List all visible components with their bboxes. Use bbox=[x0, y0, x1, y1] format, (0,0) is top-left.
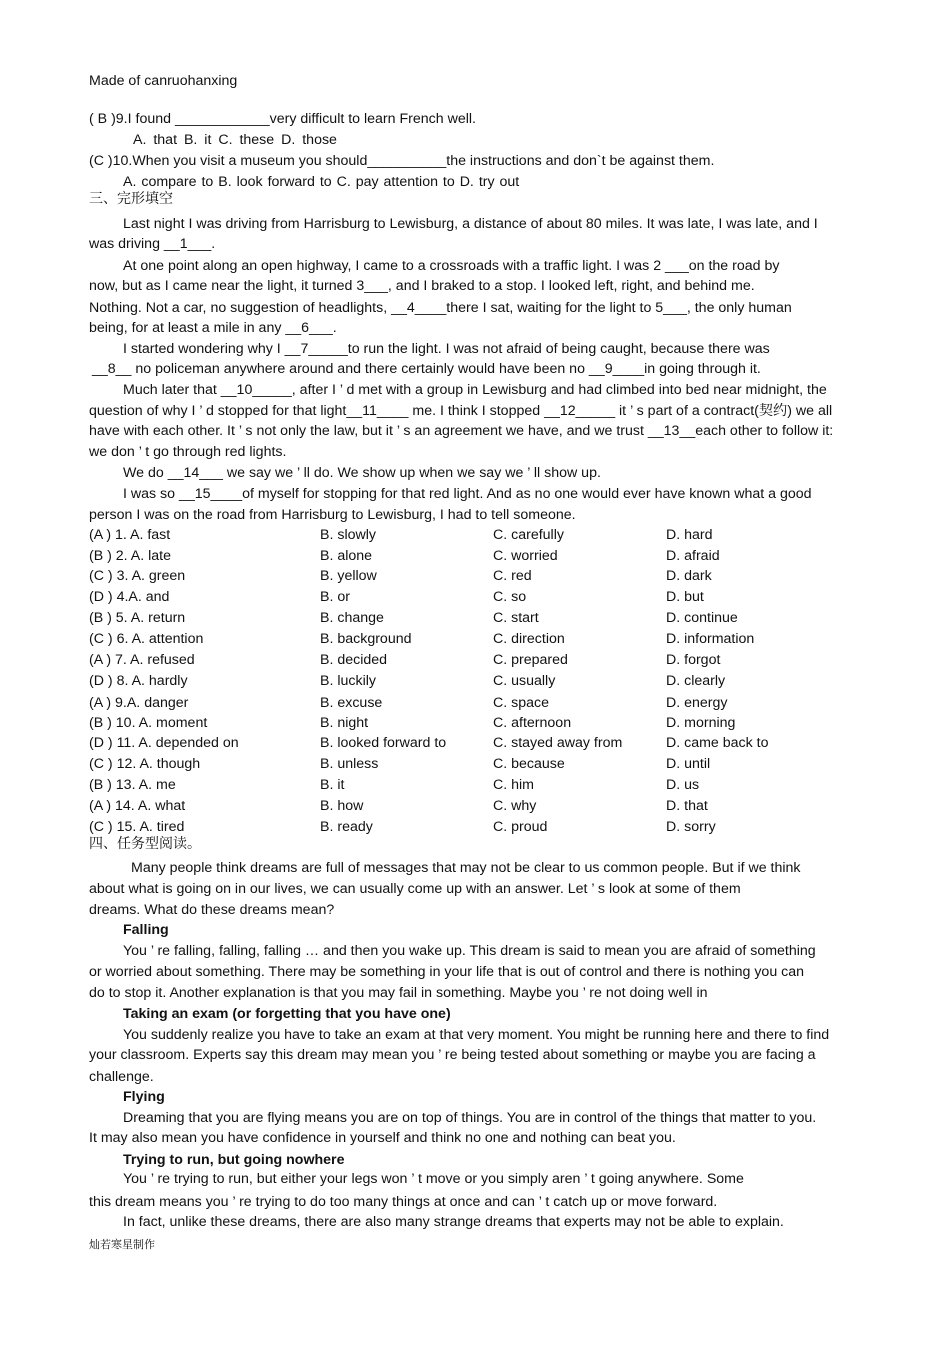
answer-option-c: C. direction bbox=[493, 631, 565, 647]
answer-option-c: C. why bbox=[493, 798, 537, 814]
answer-option-b: B. slowly bbox=[320, 527, 376, 543]
answer-option-c: C. carefully bbox=[493, 527, 564, 543]
cloze-line: I started wondering why I __7_____to run the light. I was not afraid of being caught, because there was bbox=[123, 341, 770, 357]
reading-line: It may also mean you have confidence in yourself and think no one and nothing can beat you. bbox=[89, 1130, 676, 1146]
cloze-line: question of why I ’ d stopped for that light__11____ me. I think I stopped __12_____ it ’ s part of a contract(契约) we all bbox=[89, 403, 833, 419]
cloze-line: we don ’ t go through red lights. bbox=[89, 444, 287, 460]
reading-line: dreams. What do these dreams mean? bbox=[89, 902, 335, 918]
answer-number: (B ) 10. A. moment bbox=[89, 715, 208, 731]
answer-option-b: B. luckily bbox=[320, 673, 376, 689]
answer-number: (D ) 8. A. hardly bbox=[89, 673, 188, 689]
answer-option-d: D. information bbox=[666, 631, 755, 647]
reading-line: You suddenly realize you have to take an exam at that very moment. You might be running here and there to find bbox=[123, 1027, 830, 1043]
answer-option-b: B. night bbox=[320, 715, 369, 731]
answer-option-d: D. but bbox=[666, 589, 704, 605]
answer-option-d: D. morning bbox=[666, 715, 736, 731]
answer-number: (B ) 5. A. return bbox=[89, 610, 186, 626]
answer-number: (C ) 6. A. attention bbox=[89, 631, 204, 647]
reading-line: about what is going on in our lives, we can usually come up with an answer. Let ’ s look at some of them bbox=[89, 881, 741, 897]
answer-number: (A ) 1. A. fast bbox=[89, 527, 171, 543]
page-footer: 灿若寒星制作 bbox=[89, 1238, 155, 1251]
reading-line: Many people think dreams are full of messages that may not be clear to us common people. But if we think bbox=[131, 860, 801, 876]
answer-option-d: D. dark bbox=[666, 568, 712, 584]
answer-option-c: C. because bbox=[493, 756, 565, 772]
answer-option-b: B. change bbox=[320, 610, 384, 626]
answer-option-c: C. him bbox=[493, 777, 534, 793]
answer-option-d: D. energy bbox=[666, 695, 728, 711]
reading-line: this dream means you ’ re trying to do too many things at once and can ’ t catch up or move forward. bbox=[89, 1194, 718, 1210]
section-4-title: 四、任务型阅读。 bbox=[89, 836, 201, 852]
answer-number: (C ) 3. A. green bbox=[89, 568, 186, 584]
cloze-line: __8__ no policeman anywhere around and there certainly would have been no __9____in going through it. bbox=[92, 361, 761, 377]
reading-heading: Flying bbox=[123, 1089, 165, 1105]
cloze-line: At one point along an open highway, I came to a crossroads with a traffic light. I was 2 ___on the road by bbox=[123, 258, 780, 274]
question-10-options: A. compare to B. look forward to C. pay attention to D. try out bbox=[123, 174, 520, 190]
answer-option-c: C. stayed away from bbox=[493, 735, 623, 751]
answer-number: (C ) 12. A. though bbox=[89, 756, 201, 772]
cloze-line: Nothing. Not a car, no suggestion of headlights, __4____there I sat, waiting for the light to 5___, the only human bbox=[89, 300, 792, 316]
answer-number: (A ) 9.A. danger bbox=[89, 695, 189, 711]
answer-number: (D ) 11. A. depended on bbox=[89, 735, 239, 751]
answer-option-b: B. alone bbox=[320, 548, 373, 564]
cloze-line: now, but as I came near the light, it turned 3___, and I braked to a stop. I looked left, right, and behind me. bbox=[89, 278, 755, 294]
answer-option-c: C. red bbox=[493, 568, 532, 584]
reading-line: In fact, unlike these dreams, there are also many strange dreams that experts may not be able to explain. bbox=[123, 1214, 784, 1230]
answer-number: (B ) 13. A. me bbox=[89, 777, 176, 793]
answer-option-d: D. came back to bbox=[666, 735, 769, 751]
answer-option-c: C. worried bbox=[493, 548, 558, 564]
answer-option-c: C. space bbox=[493, 695, 549, 711]
answer-option-b: B. ready bbox=[320, 819, 373, 835]
answer-number: (D ) 4.A. and bbox=[89, 589, 170, 605]
answer-option-d: D. until bbox=[666, 756, 711, 772]
answer-option-b: B. excuse bbox=[320, 695, 383, 711]
cloze-line: I was so __15____of myself for stopping for that red light. And as no one would ever have known what a good bbox=[123, 486, 812, 502]
reading-line: Dreaming that you are flying means you are on top of things. You are in control of the things that matter to you. bbox=[123, 1110, 817, 1126]
answer-option-b: B. decided bbox=[320, 652, 388, 668]
doc-header: Made of canruohanxing bbox=[89, 73, 238, 89]
answer-option-c: C. usually bbox=[493, 673, 556, 689]
answer-option-b: B. or bbox=[320, 589, 350, 605]
answer-option-c: C. start bbox=[493, 610, 539, 626]
answer-option-b: B. it bbox=[320, 777, 345, 793]
answer-option-c: C. afternoon bbox=[493, 715, 572, 731]
answer-option-d: D. clearly bbox=[666, 673, 726, 689]
answer-option-d: D. continue bbox=[666, 610, 738, 626]
question-10-stem: (C )10.When you visit a museum you should__________the instructions and don`t be against them. bbox=[89, 153, 715, 169]
answer-option-d: D. sorry bbox=[666, 819, 716, 835]
answer-option-d: D. us bbox=[666, 777, 700, 793]
answer-option-c: C. prepared bbox=[493, 652, 568, 668]
answer-option-d: D. that bbox=[666, 798, 708, 814]
answer-number: (C ) 15. A. tired bbox=[89, 819, 185, 835]
cloze-line: Last night I was driving from Harrisburg to Lewisburg, a distance of about 80 miles. It was late, I was late, and I bbox=[123, 216, 818, 232]
reading-line: You ’ re trying to run, but either your legs won ’ t move or you simply aren ’ t going anywhere. Some bbox=[123, 1171, 744, 1187]
question-9-options: A. that B. it C. these D. those bbox=[133, 132, 337, 148]
reading-heading: Taking an exam (or forgetting that you have one) bbox=[123, 1006, 451, 1022]
cloze-line: was driving __1___. bbox=[89, 236, 216, 252]
answer-number: (A ) 7. A. refused bbox=[89, 652, 195, 668]
answer-option-c: C. so bbox=[493, 589, 527, 605]
answer-option-b: B. yellow bbox=[320, 568, 377, 584]
reading-heading: Trying to run, but going nowhere bbox=[123, 1152, 345, 1168]
reading-line: do to stop it. Another explanation is that you may fail in something. Maybe you ’ re not doing well in bbox=[89, 985, 708, 1001]
answer-option-d: D. hard bbox=[666, 527, 713, 543]
answer-option-c: C. proud bbox=[493, 819, 548, 835]
answer-option-d: D. forgot bbox=[666, 652, 721, 668]
reading-line: You ’ re falling, falling, falling … and then you wake up. This dream is said to mean you are afraid of something bbox=[123, 943, 816, 959]
cloze-line: have with each other. It ’ s not only the law, but it ’ s an agreement we have, and we trust __13__each other to follow it: bbox=[89, 423, 834, 439]
reading-line: your classroom. Experts say this dream may mean you ’ re being tested about something or maybe you are facing a bbox=[89, 1047, 816, 1063]
cloze-line: person I was on the road from Harrisburg to Lewisburg, I had to tell someone. bbox=[89, 507, 576, 523]
answer-option-b: B. looked forward to bbox=[320, 735, 447, 751]
reading-line: or worried about something. There may be something in your life that is out of control and there is nothing you can bbox=[89, 964, 805, 980]
cloze-line: Much later that __10_____, after I ’ d met with a group in Lewisburg and had climbed into bed near midnight, the bbox=[123, 382, 827, 398]
section-3-title: 三、完形填空 bbox=[89, 191, 173, 207]
question-9-stem: ( B )9.I found ____________very difficult to learn French well. bbox=[89, 111, 476, 127]
cloze-line: being, for at least a mile in any __6___. bbox=[89, 320, 337, 336]
cloze-line: We do __14___ we say we ’ ll do. We show up when we say we ’ ll show up. bbox=[123, 465, 601, 481]
answer-number: (B ) 2. A. late bbox=[89, 548, 172, 564]
reading-line: challenge. bbox=[89, 1069, 154, 1085]
answer-option-b: B. how bbox=[320, 798, 364, 814]
answer-number: (A ) 14. A. what bbox=[89, 798, 186, 814]
answer-option-b: B. background bbox=[320, 631, 412, 647]
answer-option-b: B. unless bbox=[320, 756, 379, 772]
answer-option-d: D. afraid bbox=[666, 548, 720, 564]
reading-heading: Falling bbox=[123, 922, 169, 938]
